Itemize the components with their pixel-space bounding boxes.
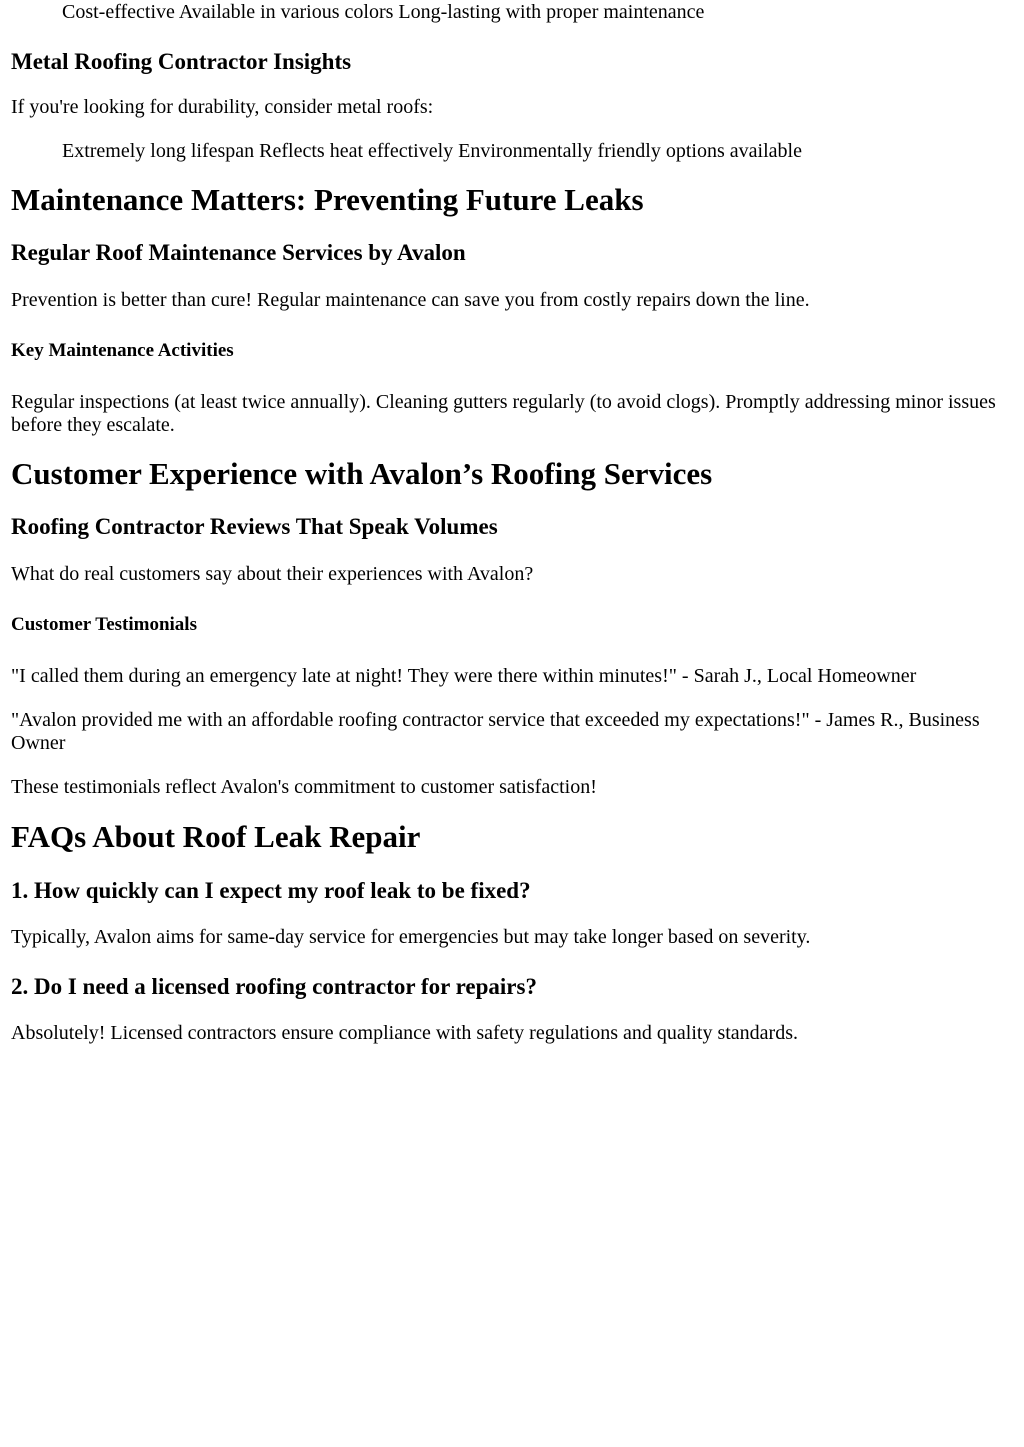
article-content <box>0 1 1024 1045</box>
maintenance-activities-text: Regular inspections (at least twice annually). Cleaning gutters regularly (to avoid clogs). Promptly addressing minor issues before they escalate. <box>11 391 996 436</box>
faqs-heading: FAQs About Roof Leak Repair <box>11 819 421 854</box>
maintenance-paragraph: Prevention is better than cure! Regular maintenance can save you from costly repairs down the line. <box>11 289 810 311</box>
faq-question-2: 2. Do I need a licensed roofing contractor for repairs? <box>11 974 537 999</box>
metal-roofing-heading: Metal Roofing Contractor Insights <box>11 49 352 74</box>
metal-roofing-benefits-list: Extremely long lifespan Reflects heat effectively Environmentally friendly options available <box>62 140 802 162</box>
faq-answer-1: Typically, Avalon aims for same-day service for emergencies but may take longer based on severity. <box>11 926 811 948</box>
testimonial-1: "I called them during an emergency late at night! They were there within minutes!" - Sarah J., Local Homeowner <box>11 665 917 687</box>
maintenance-activities-heading: Key Maintenance Activities <box>11 340 234 361</box>
reviews-heading: Roofing Contractor Reviews That Speak Volumes <box>11 514 498 539</box>
testimonials-closing: These testimonials reflect Avalon's commitment to customer satisfaction! <box>11 776 597 798</box>
testimonials-heading: Customer Testimonials <box>11 614 197 635</box>
maintenance-services-heading: Regular Roof Maintenance Services by Avalon <box>11 240 466 265</box>
testimonial-2: "Avalon provided me with an affordable roofing contractor service that exceeded my expectations!" - James R., Business Owner <box>11 709 980 754</box>
customer-experience-heading: Customer Experience with Avalon’s Roofing Services <box>11 456 713 491</box>
faq-question-1: 1. How quickly can I expect my roof leak to be fixed? <box>11 878 531 903</box>
faq-answer-2: Absolutely! Licensed contractors ensure compliance with safety regulations and quality standards. <box>11 1022 798 1044</box>
maintenance-heading: Maintenance Matters: Preventing Future Leaks <box>11 182 644 217</box>
shingle-benefits-list: Cost-effective Available in various colors Long-lasting with proper maintenance <box>62 1 705 23</box>
reviews-question: What do real customers say about their experiences with Avalon? <box>11 563 534 585</box>
metal-roofing-intro: If you're looking for durability, consider metal roofs: <box>11 96 434 118</box>
